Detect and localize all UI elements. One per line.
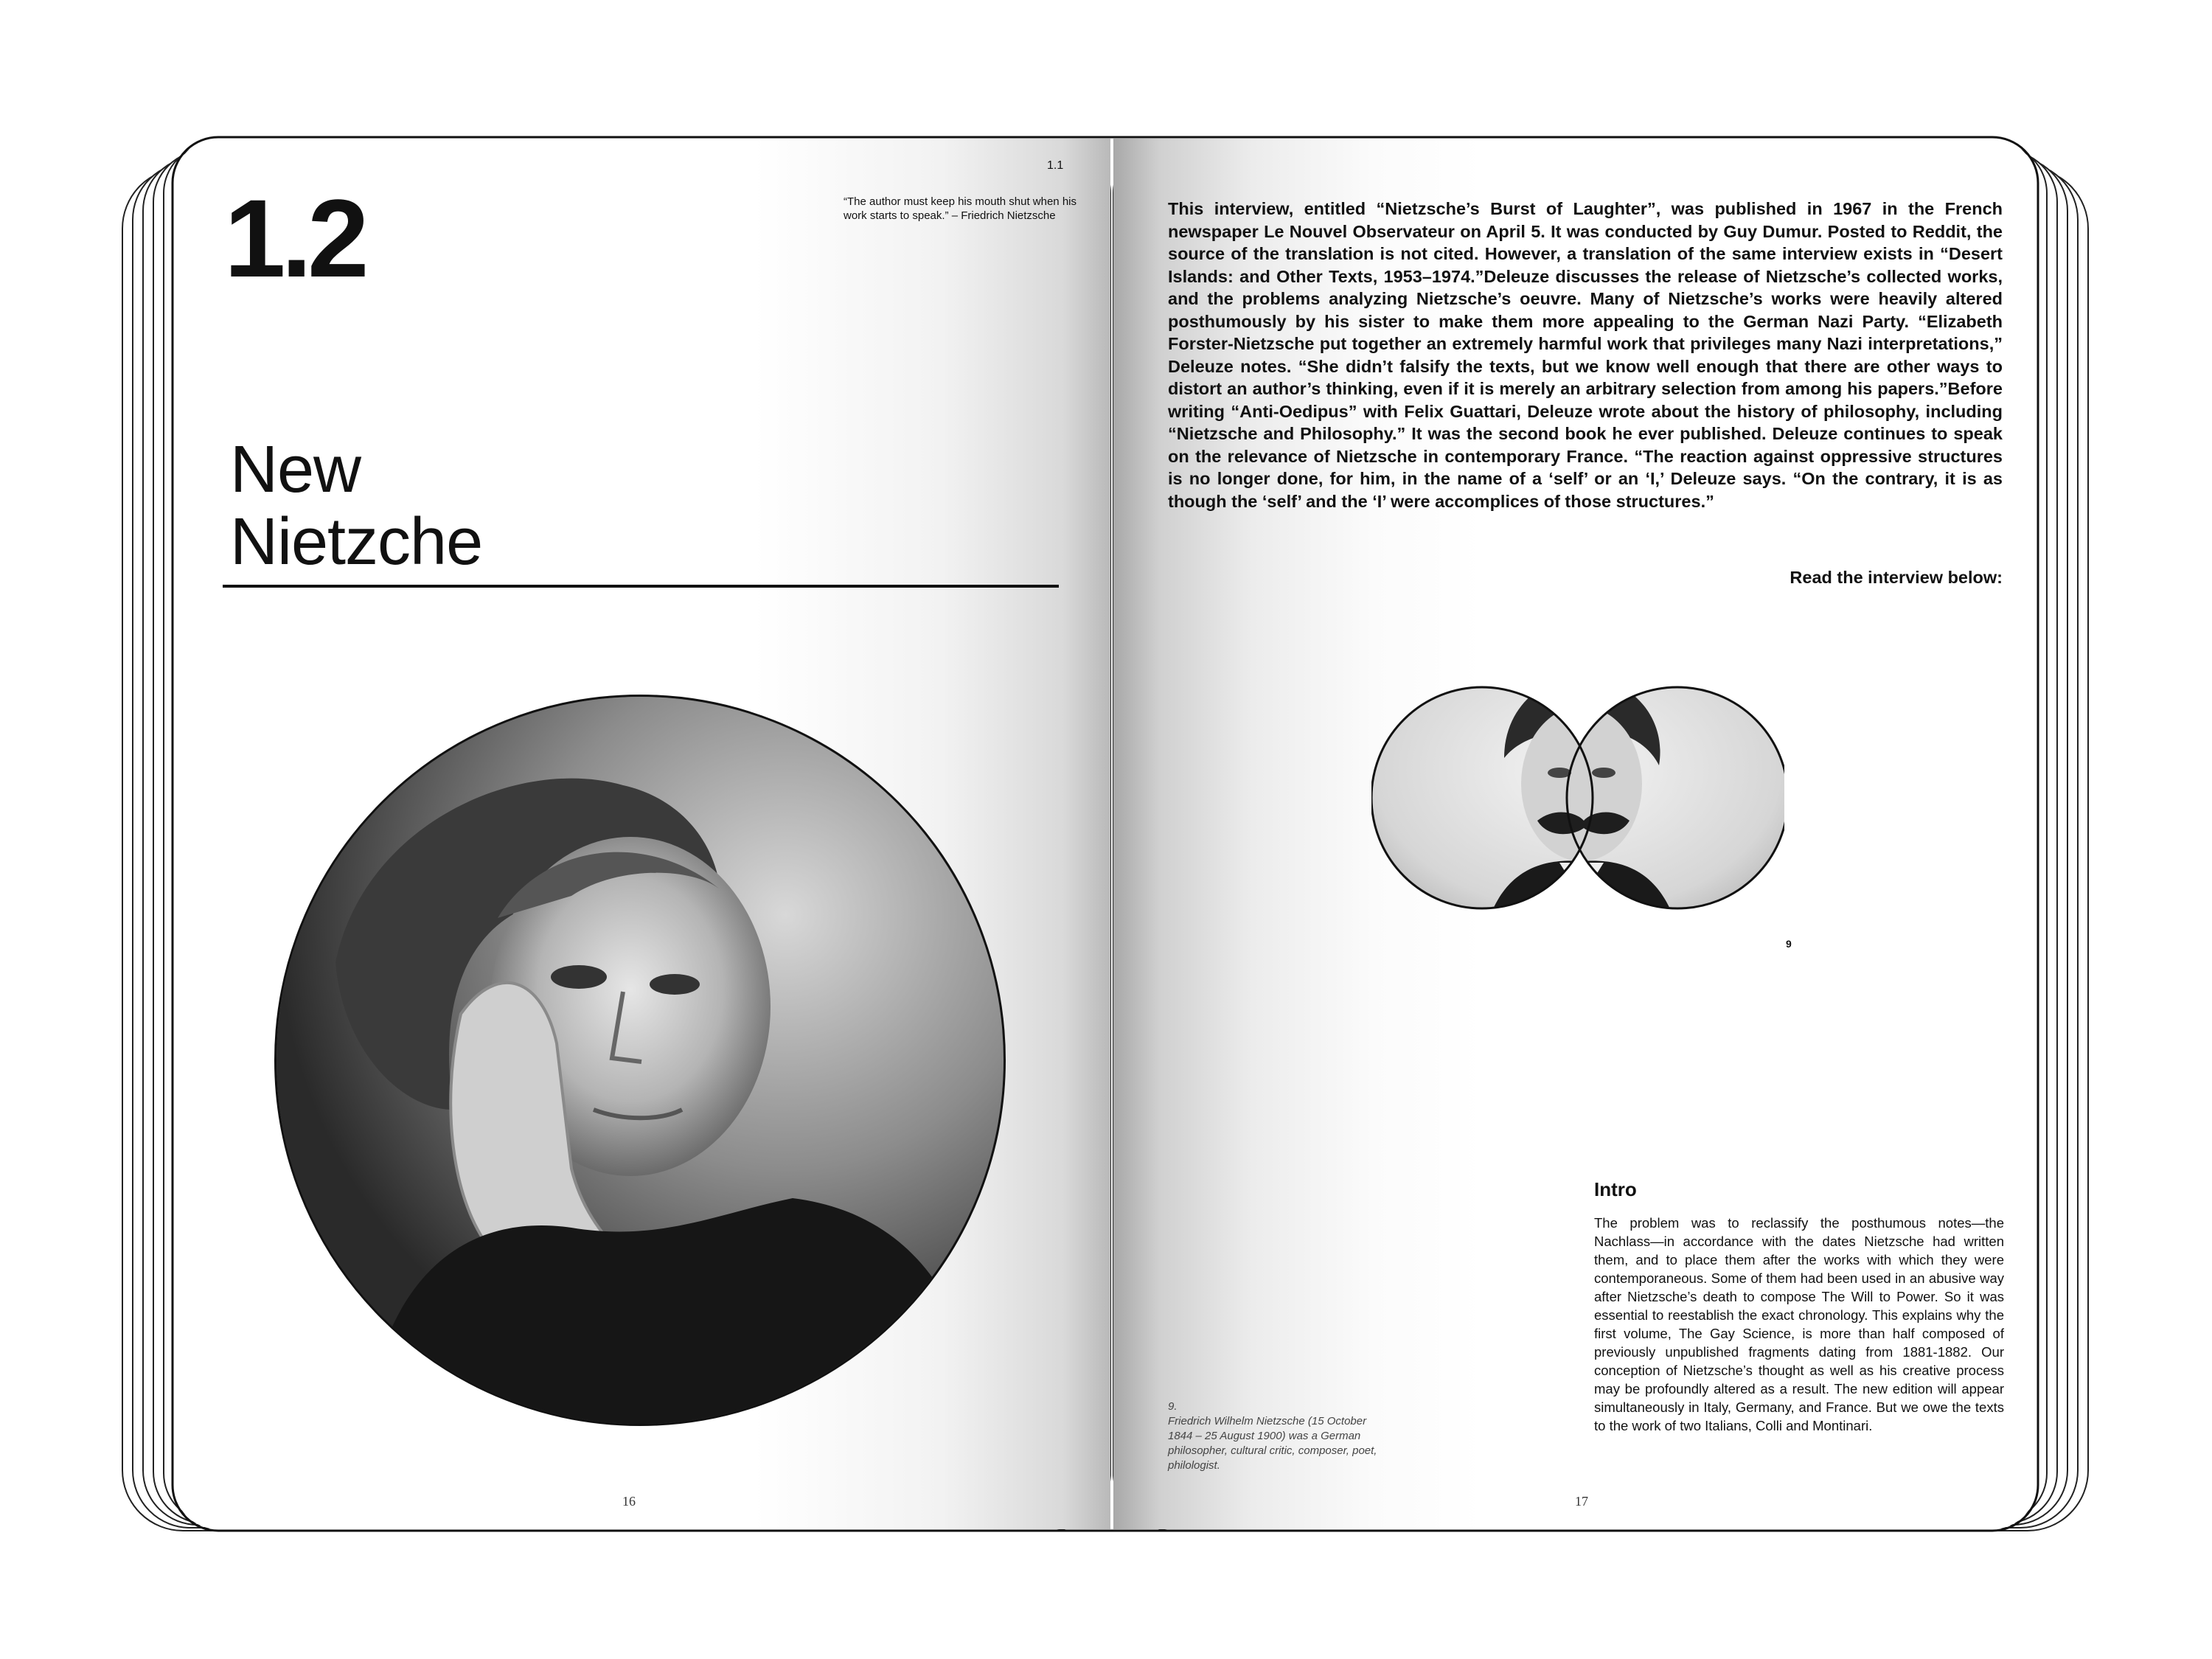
- right-page: [1113, 139, 2037, 1529]
- section-number: 1.2: [224, 176, 365, 300]
- intro-body: The problem was to reclassify the posthumous notes—the Nachlass—in accordance with the dates Nietzsche had written them, and to place them after the works with which they were contemporaneous. Some of them had been used in an abusive way after Nietzsche’s death to compose The Will to Power. So it was essential to reestablish the exact chronology. This explains why the first volume, The Gay Science, is more than half composed of previously unpublished fragments dating from 1881-1882. Our conception of Nietzsche’s thought as well as his creative process may be profoundly altered as a result. The new edition will appear simultaneously in Italy, Germany, and France. But we owe the texts to the work of two Italians, Colli and Montinari.: [1594, 1215, 2004, 1433]
- chapter-title-line-2: Nietzche: [230, 505, 483, 579]
- chapter-title-line-1: New: [230, 433, 361, 507]
- title-rule: [223, 585, 1059, 588]
- intro-heading: Intro: [1594, 1178, 1637, 1200]
- article-body: This interview, entitled “Nietzsche’s Burst of Laughter”, was published in 1967 in the French newspaper Le Nouvel Observateur on April 5. It was conducted by Guy Dumur. Posted to Reddit, the source of the translation is not cited. However, a translation of the same interview exists in “Desert Islands: and Other Texts, 1953–1974.”Deleuze discusses the release of Nietzsche’s collected works, and the problems analyzing Nietzsche’s oeuvre. Many of Nietzsche’s works were heavily altered posthumously by his sister to make them more appealing to the German Nazi Party. “Elizabeth Forster-Nietzsche put together an extremely harmful work that privileges many Nazi interpretations,” Deleuze notes. “She didn’t falsify the texts, but we know well enough that there are other ways to distort an author’s thinking, even if it is merely an arbitrary selection from among his papers.”Before writing “Anti-Oedipus” with Felix Guattari, Deleuze wrote about the history of philosophy, including “Nietzsche and Philosophy.” It was the second book he ever published. Deleuze continues to speak on the relevance of Nietzsche in contemporary France. “The reaction against oppressive structures is no longer done, for him, in the name of a ‘self’ or an ‘I,’ Deleuze says. “On the contrary, it is as though the ‘self’ and the ‘I’ were accomplices of those structures.”: [1168, 199, 2003, 511]
- chapter-title: [230, 434, 482, 578]
- left-page: [174, 139, 1110, 1529]
- read-interview-prompt: Read the interview below:: [1790, 568, 2003, 587]
- epigraph-quote: “The author must keep his mouth shut when his work starts to speak.” – Friedrich Nietzsche: [844, 195, 1077, 222]
- figure-marker: 9: [1786, 938, 1792, 950]
- page-number-left: 16: [622, 1494, 636, 1509]
- caption-number: 9.: [1168, 1400, 1178, 1413]
- figure-caption: [1168, 1399, 1389, 1473]
- nietzsche-portrait-photo: [1371, 655, 1784, 942]
- running-head: 1.1: [1047, 159, 1064, 172]
- deleuze-portrait-photo: [274, 695, 1006, 1426]
- page-number-right: 17: [1575, 1494, 1588, 1509]
- portrait-illustration: [276, 697, 1004, 1424]
- caption-text: Friedrich Wilhelm Nietzsche (15 October 1844 – 25 August 1900) was a German philosopher, cultural critic, composer, poet, philologist.: [1168, 1415, 1377, 1472]
